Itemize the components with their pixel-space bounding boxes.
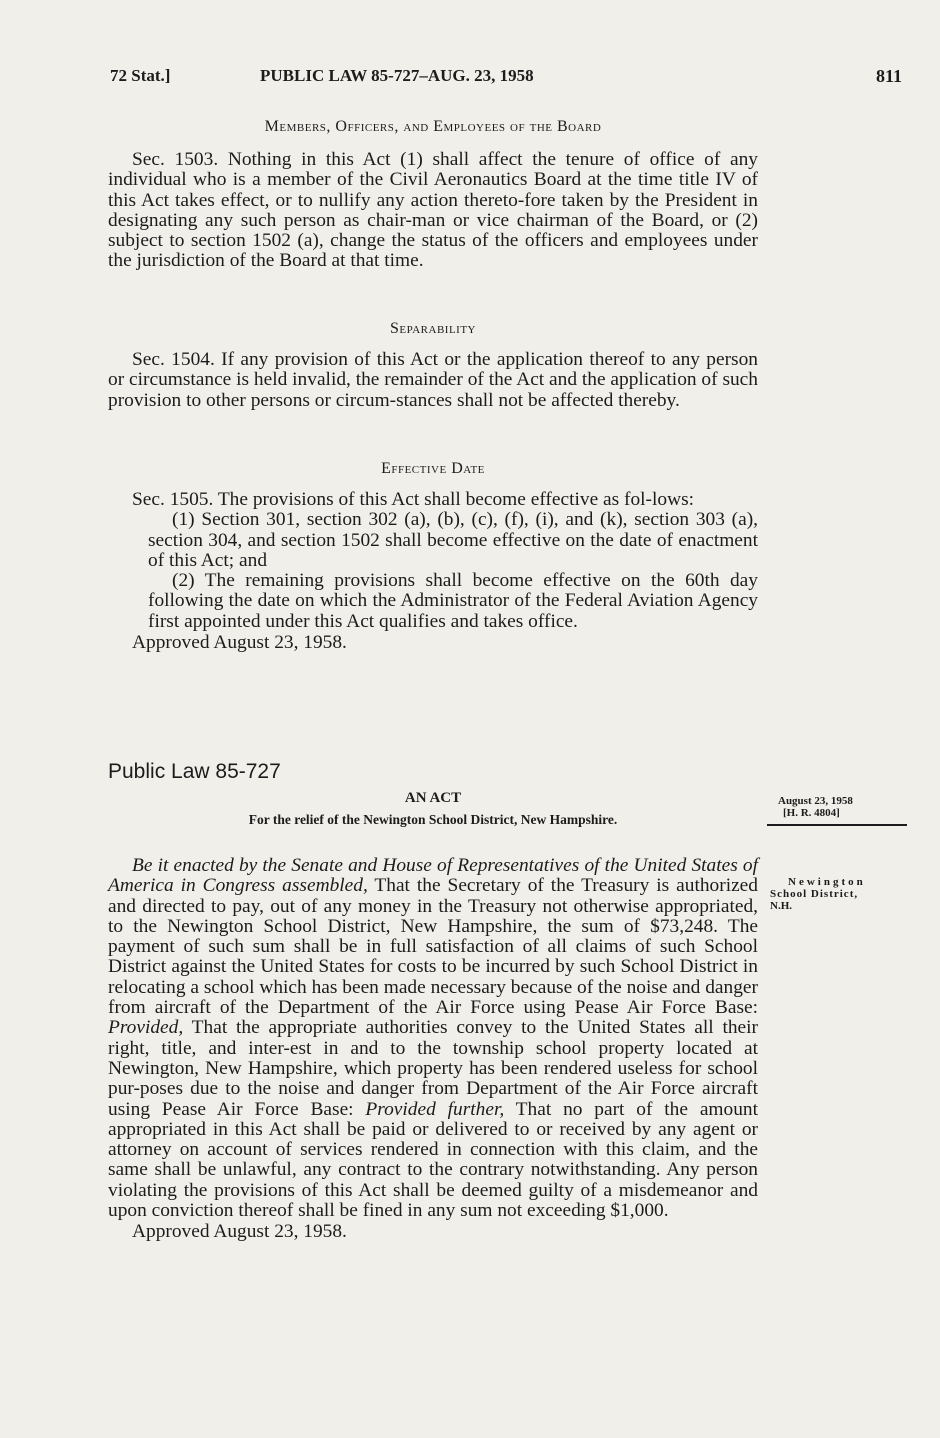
sec-1505-item-1: (1) Section 301, section 302 (a), (b), (c), (f), (i), and (k), section 303 (a), section 304, and section 1502 shall become effective on the date of enactment of this Act; and bbox=[148, 509, 758, 571]
act-text-part-3: That no part of the amount appropriated in this Act shall be paid or delivered to or received by any agent or attorney on account of services rendered in connection with this claim, and the same shall be unlawful, any contract to the contrary notwithstanding. Any person violating the provisions of this Act shall be deemed guilty of a misdemeanor and upon conviction thereof shall be fined in any sum not exceeding $1,000. bbox=[108, 1098, 758, 1222]
margin-date: August 23, 1958 bbox=[778, 795, 853, 807]
heading-members: Members, Officers, and Employees of the Board bbox=[264, 118, 602, 135]
sec-1505-text: Sec. 1505. The provisions of this Act shall become effective as fol-lows: bbox=[132, 489, 695, 510]
heading-separability: Separability bbox=[390, 320, 476, 337]
act-body bbox=[108, 856, 758, 1243]
section-1505 bbox=[108, 460, 758, 654]
statute-volume: 72 Stat.] bbox=[110, 66, 171, 85]
public-law-title: Public Law 85-727 bbox=[108, 760, 281, 783]
running-title: PUBLIC LAW 85-727–AUG. 23, 1958 bbox=[260, 66, 534, 85]
provided-1: Provided, bbox=[108, 1017, 184, 1039]
act-text-part-2: That the appropriate authorities convey to the United States all their right, title, and inter-est in and to the township school property located at Newington, New Hampshire, which property has been rendered useless for school pur-poses due to the noise and danger from Department of the Air Force aircraft using Pease Air Force Base: bbox=[108, 1017, 758, 1120]
sec-1503-text: Sec. 1503. Nothing in this Act (1) shall affect the tenure of office of any individual who is a member of the Civil Aeronautics Board at the time title IV of this Act takes effect, or to nullify any action thereto-fore taken by the President in designating any such person as chair-man or vice chairman of the Board, or (2) subject to section 1502 (a), change the status of the officers and employees under the jurisdiction of the Board at that time. bbox=[108, 149, 758, 272]
sec-1504-text: Sec. 1504. If any provision of this Act or the application thereof to any person or circumstance is held invalid, the remainder of the Act and the application of such provision to other persons or circum-stances shall not be affected thereby. bbox=[108, 349, 758, 411]
margin-rule bbox=[767, 824, 907, 826]
an-act-heading: AN ACT bbox=[404, 790, 462, 806]
sec-1505-item-2: (2) The remaining provisions shall become effective on the 60th day following the date on which the Administrator of the Federal Aviation Agency first appointed under this Act qualifies and takes office. bbox=[148, 570, 758, 632]
margin-bill-number: [H. R. 4804] bbox=[783, 807, 840, 819]
enacting-clause: Be it enacted by the Senate and House of Representatives of the United States of America in Congress assembled, bbox=[108, 855, 758, 897]
approved-date-2: Approved August 23, 1958. bbox=[132, 1221, 347, 1243]
page-header bbox=[110, 66, 910, 90]
provided-further: Provided further, bbox=[365, 1098, 505, 1120]
heading-effective-date: Effective Date bbox=[381, 460, 485, 477]
section-1503 bbox=[108, 118, 758, 272]
act-text-part-1: That the Secretary of the Treasury is authorized and directed to pay, out of any money in the Treasury not otherwise appropriated, to the Newington School District, New Hampshire, the sum of $73,248. The payment of such sum shall be in full satisfaction of all claims of such School District against the United States for costs to be incurred by such School District in relocating a school which has been made necessary because of the noise and danger from aircraft of the Department of the Air Force using Pease Air Force Base: bbox=[108, 875, 758, 1019]
margin-subject-1: Newington bbox=[788, 876, 866, 888]
section-1504 bbox=[108, 320, 758, 411]
margin-subject-2: School District, bbox=[770, 888, 859, 900]
act-subtitle: For the relief of the Newington School District, New Hampshire. bbox=[248, 812, 618, 827]
margin-subject-3: N.H. bbox=[770, 900, 792, 912]
act-text bbox=[108, 856, 758, 1221]
approved-date-1: Approved August 23, 1958. bbox=[132, 632, 347, 654]
page-number: 811 bbox=[875, 66, 902, 86]
